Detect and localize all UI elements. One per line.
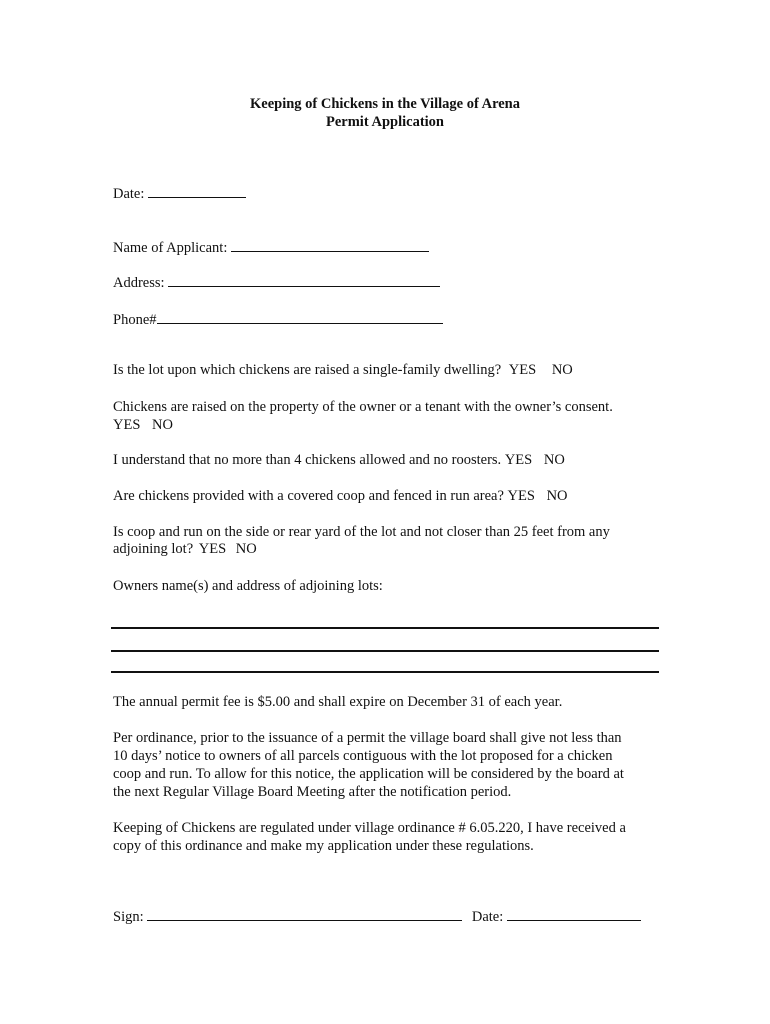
question-owner-consent-answers — [113, 416, 173, 434]
applicant-name-row — [113, 237, 429, 257]
yes-option[interactable]: YES — [198, 541, 227, 557]
question-covered-coop — [113, 487, 568, 505]
applicant-name-field[interactable] — [231, 237, 429, 252]
question-text: Is coop and run on the side or rear yard of the lot and not closer than 25 feet from any — [113, 524, 610, 540]
signature-date-label: Date: — [471, 909, 504, 925]
yes-option[interactable]: YES — [504, 452, 533, 468]
adjoining-owners-line-3[interactable] — [111, 671, 659, 673]
adjoining-owners-line-2[interactable] — [111, 650, 659, 652]
phone-field[interactable] — [157, 309, 443, 324]
question-text: Is the lot upon which chickens are raised a single-family dwelling? — [113, 362, 502, 378]
applicant-name-label: Name of Applicant: — [113, 240, 228, 256]
phone-row — [113, 309, 443, 329]
question-text: I understand that no more than 4 chickens allowed and no roosters. — [113, 452, 502, 468]
address-row — [113, 272, 440, 292]
signature-field[interactable] — [147, 906, 462, 921]
regulation-line-2: copy of this ordinance and make my application under these regulations. — [113, 838, 534, 854]
no-option[interactable]: NO — [543, 452, 565, 468]
adjoining-owners-line-1[interactable] — [111, 627, 659, 629]
permit-fee-statement: The annual permit fee is $5.00 and shall expire on December 31 of each year. — [113, 694, 563, 710]
signature-date-field[interactable] — [507, 906, 641, 921]
question-setback-line2 — [113, 540, 257, 558]
no-option[interactable]: NO — [546, 488, 568, 504]
sign-label: Sign: — [113, 909, 144, 925]
date-row — [113, 183, 246, 203]
adjoining-owners-label: Owners name(s) and address of adjoining lots: — [113, 578, 383, 594]
address-label: Address: — [113, 275, 165, 291]
date-label: Date: — [113, 186, 145, 202]
yes-option[interactable]: YES — [113, 417, 141, 433]
ordinance-notice-line-4: the next Regular Village Board Meeting after the notification period. — [113, 784, 512, 800]
question-single-family — [113, 361, 573, 379]
yes-option[interactable]: YES — [507, 488, 535, 504]
question-text: adjoining lot? — [113, 541, 194, 557]
phone-label: Phone# — [113, 312, 157, 328]
signature-row — [113, 906, 641, 926]
document-subtitle: Permit Application — [325, 114, 444, 130]
question-setback — [113, 523, 610, 541]
no-option[interactable]: NO — [235, 541, 257, 557]
question-chicken-limit — [113, 451, 565, 469]
date-field[interactable] — [148, 183, 246, 198]
ordinance-notice-line-2: 10 days’ notice to owners of all parcels contiguous with the lot proposed for a chicken — [113, 748, 613, 764]
no-option[interactable]: NO — [152, 417, 173, 433]
regulation-line-1: Keeping of Chickens are regulated under village ordinance # 6.05.220, I have received a — [113, 820, 626, 836]
yes-option[interactable]: YES — [508, 362, 537, 378]
no-option[interactable]: NO — [551, 362, 573, 378]
ordinance-notice-line-3: coop and run. To allow for this notice, the application will be considered by the board at — [113, 766, 624, 782]
question-text: Chickens are raised on the property of the owner or a tenant with the owner’s consent. — [113, 399, 613, 415]
address-field[interactable] — [168, 272, 440, 287]
question-text: Are chickens provided with a covered coop and fenced in run area? — [113, 488, 504, 504]
ordinance-notice-line-1: Per ordinance, prior to the issuance of a permit the village board shall give not less than — [113, 730, 622, 746]
question-owner-consent — [113, 398, 613, 416]
document-title: Keeping of Chickens in the Village of Arena — [249, 96, 520, 112]
